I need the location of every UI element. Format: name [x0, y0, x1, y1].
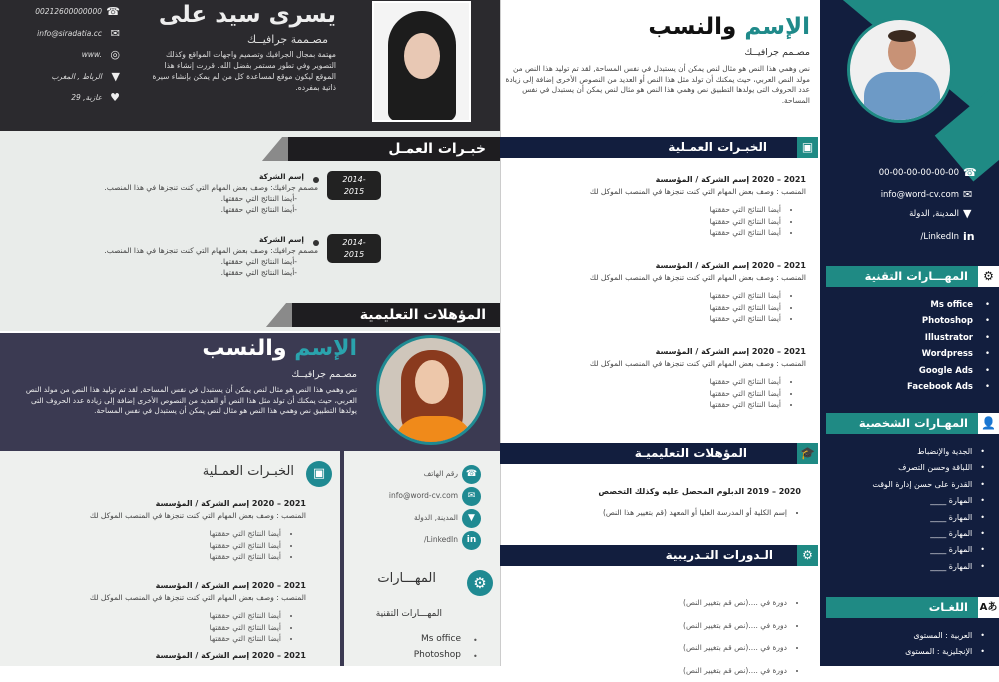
name-last: والنسب — [202, 336, 286, 361]
results-list — [710, 376, 781, 411]
bullet: • — [980, 647, 985, 656]
course-item: • دورة في ....(نص قم بتغيير النص) — [683, 615, 787, 638]
gear-icon: ⚙ — [467, 570, 493, 596]
result-item: • أيضا النتائج التي حققتها — [210, 540, 281, 552]
result-item: • أيضا النتائج التي حققتها — [710, 216, 781, 228]
job-header: 2021 – 2020 إسم الشركة / المؤسسة — [156, 499, 306, 508]
location-icon: ▼ — [112, 70, 120, 83]
email-icon: ✉ — [111, 27, 120, 40]
bullet: • — [473, 636, 478, 645]
job-title: مصـمم جرافيــك — [744, 47, 810, 58]
result-item: • أيضا النتائج التي حققتها — [710, 399, 781, 411]
location-icon: ▼ — [963, 207, 971, 220]
item-label: المهارة ____ — [930, 545, 972, 554]
list-item — [830, 513, 985, 529]
contact-text: info@word-cv.com — [881, 190, 959, 200]
date-badge: 2014- 2015 — [327, 171, 381, 200]
briefcase-icon: ▣ — [306, 461, 332, 487]
contact-text: /LinkedIn — [921, 232, 960, 242]
candidate-name — [648, 14, 810, 40]
skill-item — [880, 366, 990, 382]
candidate-name: يسرى سيد على — [159, 2, 336, 28]
graduation-cap-icon: 🎓 — [797, 443, 818, 464]
job-header: 2021 – 2020 إسم الشركة / المؤسسة — [656, 175, 806, 184]
section-header-education: المؤهلات التعليمية — [292, 303, 500, 327]
bullet: • — [985, 333, 990, 343]
skill-item — [880, 316, 990, 332]
languages-list — [830, 631, 985, 664]
bullet: • — [980, 562, 985, 571]
tech-skills-list — [880, 300, 990, 398]
section-title: اللغـات — [826, 597, 978, 618]
bullet: • — [980, 545, 985, 554]
job-result: -أيضا النتائج التي حققتها. — [221, 204, 297, 215]
item-label: الإنجليزية : المستوى — [905, 647, 972, 656]
template-a-body — [0, 131, 500, 331]
job-title: مصـمم جرافيــك — [291, 369, 357, 380]
phone-icon: ☎ — [462, 465, 481, 484]
skill-item — [880, 333, 990, 349]
list-item — [830, 447, 985, 463]
bullet: • — [985, 366, 990, 376]
edu-header: 2020 – 2019 الدبلوم المحصل عليه وكذلك التخصص — [598, 487, 801, 496]
skill-label: Ms office — [930, 300, 973, 310]
job-header: 2021 – 2020 إسم الشركة / المؤسسة — [156, 581, 306, 590]
skill-item — [880, 300, 990, 316]
contact-text: 00212600000000 — [35, 7, 102, 16]
contact-text: /LinkedIn — [424, 535, 458, 544]
contact-item — [0, 48, 120, 62]
contact-text: www. — [82, 50, 102, 59]
bullet: • — [980, 480, 985, 489]
bullet: • — [980, 447, 985, 456]
section-title: الـدورات التـدريبية — [500, 545, 797, 566]
about-text: نص وهمي هذا النص هو مثال لنص يمكن أن يستبدل في نفس المساحة, لقد تم توليد هذا النص من مولد النص العربي، حيث يمكنك أن تولد مثل هذا النص أو العديد من النصوص الأخرى إضافة إلى زيادة عدد الحروف التى يولدها التطبيق نص وهمي هذا النص هو مثال لنص يمكن أن يستبدل في نفس المساحة. — [505, 64, 810, 106]
candidate-name — [202, 336, 357, 361]
item-label: المهارة ____ — [930, 513, 972, 522]
list-item — [830, 480, 985, 496]
contact-text: المدينة, الدولة — [414, 513, 458, 522]
linkedin-icon: in — [462, 531, 481, 550]
profile-photo — [376, 335, 486, 445]
section-title: المؤهلات التعليميـة — [500, 443, 797, 464]
result-item: • أيضا النتائج التي حققتها — [710, 290, 781, 302]
skill-label: Google Ads — [919, 366, 973, 376]
bullet: • — [473, 652, 478, 661]
skill-item — [880, 382, 990, 398]
section-header-education — [500, 443, 819, 464]
item-label: المهارة ____ — [930, 562, 972, 571]
list-item — [830, 496, 985, 512]
result-item: • أيضا النتائج التي حققتها — [710, 204, 781, 216]
edu-list — [603, 507, 787, 519]
bullet: • — [980, 496, 985, 505]
contact-item — [0, 91, 120, 105]
contact-text: info@word-cv.com — [389, 491, 458, 500]
section-header-skills: المهـــارات — [377, 571, 436, 586]
skill-item — [880, 349, 990, 365]
job-result: -أيضا النتائج التي حققتها. — [221, 193, 297, 204]
section-header-work: خبـرات العمـل — [288, 137, 500, 161]
result-item: • أيضا النتائج التي حققتها — [710, 302, 781, 314]
contact-text: 00-00-00-00-00-00 — [879, 168, 959, 178]
contact-text: الرباط , المغرب — [52, 72, 103, 81]
job-title: مصـممة جرافيــك — [247, 33, 328, 46]
bullet: • — [985, 300, 990, 310]
job-desc: المنصب : وصف بعض المهام التي كنت تنجزها في المنصب الموكل لك — [90, 593, 306, 602]
skill-item: Ms office — [421, 634, 461, 644]
result-item: • أيضا النتائج التي حققتها — [210, 551, 281, 563]
section-title: المهـــارات التقنية — [826, 266, 978, 287]
section-header-personal-skills — [826, 413, 999, 434]
contact-text: info@siradatia.cc — [37, 29, 102, 38]
job-desc: المنصب : وصف بعض المهام التي كنت تنجزها في المنصب الموكل لك — [590, 359, 806, 368]
list-item — [830, 562, 985, 578]
skill-label: Photoshop — [922, 316, 973, 326]
about-text: نص وهمي هذا النص هو مثال لنص يمكن أن يستبدل في نفس المساحة, لقد تم توليد هذا النص من مولد النص العربي، حيث يمكنك أن تولد مثل هذا النص أو العديد من النصوص الأخرى إضافة إلى زيادة عدد الحروف التى يولدها التطبيق نص وهمي هذا النص هو مثال لنص يمكن أن يستبدل في نفس المساحة. — [12, 385, 357, 417]
bullet: • — [980, 513, 985, 522]
name-first: الإسم — [294, 336, 357, 361]
job-desc: مصمم جرافيك: وصف بعض المهام التي كنت تنجزها في هذا المنصب. — [104, 182, 318, 193]
bullet: • — [985, 382, 990, 392]
courses-list — [683, 592, 787, 682]
item-label: المهارة ____ — [930, 496, 972, 505]
result-item: • أيضا النتائج التي حققتها — [210, 622, 281, 634]
results-list — [710, 290, 781, 325]
result-item: • أيضا النتائج التي حققتها — [710, 227, 781, 239]
date-badge: 2014- 2015 — [327, 234, 381, 263]
result-item: • أيضا النتائج التي حققتها — [210, 528, 281, 540]
gear-icon: ⚙ — [978, 266, 999, 287]
linkedin-icon: in — [963, 230, 975, 243]
company-name: إسم الشركة — [259, 235, 304, 244]
job-desc: المنصب : وصف بعض المهام التي كنت تنجزها في المنصب الموكل لك — [590, 187, 806, 196]
profile-photo — [847, 17, 953, 123]
company-name: إسم الشركة — [259, 172, 304, 181]
skill-label: Facebook Ads — [907, 382, 973, 392]
item-label: العربية : المستوى — [913, 631, 972, 640]
contact-item — [0, 27, 120, 41]
briefcase-icon: ▣ — [797, 137, 818, 158]
item-label: اللباقة وحسن التصرف — [898, 463, 972, 472]
contact-list — [0, 5, 120, 115]
contact-text: المدينة, الدولة — [909, 209, 959, 219]
job-desc: مصمم جرافيك: وصف بعض المهام التي كنت تنجزها في هذا المنصب. — [104, 245, 318, 256]
results-list — [710, 204, 781, 239]
contact-item — [0, 70, 120, 84]
job-header: 2021 – 2020 إسم الشركة / المؤسسة — [656, 347, 806, 356]
skill-item: Photoshop — [414, 650, 461, 660]
list-item — [830, 545, 985, 561]
job-desc: المنصب : وصف بعض المهام التي كنت تنجزها في المنصب الموكل لك — [90, 511, 306, 520]
job-header: 2021 – 2020 إسم الشركة / المؤسسة — [656, 261, 806, 270]
result-item: • أيضا النتائج التي حققتها — [710, 376, 781, 388]
skill-label: Wordpress — [922, 349, 973, 359]
job-result: -أيضا النتائج التي حققتها. — [221, 256, 297, 267]
heart-icon: ♥ — [110, 91, 120, 104]
location-icon: ▼ — [462, 509, 481, 528]
section-header-work — [500, 137, 819, 158]
profile-photo — [372, 1, 471, 122]
result-item: • أيضا النتائج التي حققتها — [210, 610, 281, 622]
section-header-languages — [826, 597, 999, 618]
result-item: • أيضا النتائج التي حققتها — [210, 633, 281, 645]
bullet: • — [980, 631, 985, 640]
item-label: المهارة ____ — [930, 529, 972, 538]
phone-icon: ☎ — [106, 5, 120, 18]
edu-item: • إسم الكلية أو المدرسة العليا أو المعهد (قم بتغيير هذا النص) — [603, 507, 787, 519]
job-result: -أيضا النتائج التي حققتها. — [221, 267, 297, 278]
contact-item — [0, 5, 120, 19]
list-item — [830, 463, 985, 479]
job-desc: المنصب : وصف بعض المهام التي كنت تنجزها في المنصب الموكل لك — [590, 273, 806, 282]
gear-icon: ⚙ — [797, 545, 818, 566]
bullet: • — [985, 316, 990, 326]
skill-label: Illustrator — [925, 333, 973, 343]
user-icon: 👤 — [978, 413, 999, 434]
list-item — [830, 647, 985, 663]
job-header: 2021 – 2020 إسم الشركة / المؤسسة — [156, 651, 306, 660]
globe-icon: ◎ — [110, 48, 120, 61]
contact-text: عازبة, 29 — [71, 93, 102, 102]
email-icon: ✉ — [462, 487, 481, 506]
contact-text: رقم الهاتف — [423, 469, 458, 478]
course-item: • دورة في ....(نص قم بتغيير النص) — [683, 660, 787, 682]
name-last: والنسب — [648, 14, 736, 40]
section-header-tech-skills — [826, 266, 999, 287]
about-text: مهتمة بمجال الجرافيك وتصميم واجهات المواقع وكذلك التصوير وفي تطور مستمر بفضل الله. قررت إنشاء هذا الموقع ليكون موقع لمساعدة كل من لم يمكن بإنشاء سيرة ذاتية بمفرده. — [146, 49, 336, 93]
name-first: الإسم — [744, 14, 810, 40]
bullet: • — [985, 349, 990, 359]
result-item: • أيضا النتائج التي حققتها — [710, 388, 781, 400]
left-half — [0, 0, 500, 666]
personal-skills-list — [830, 447, 985, 578]
section-title: الخبـرات العمـلية — [500, 137, 797, 158]
section-header-courses — [500, 545, 819, 566]
list-item — [830, 529, 985, 545]
tech-skills-title: المهـــارات التقنية — [376, 609, 442, 619]
section-title: المهـارات الشخصية — [826, 413, 978, 434]
item-label: القدرة على حسن إدارة الوقت — [872, 480, 972, 489]
email-icon: ✉ — [963, 188, 972, 201]
result-item: • أيضا النتائج التي حققتها — [710, 313, 781, 325]
results-list — [210, 528, 281, 563]
bullet: • — [980, 463, 985, 472]
course-item: • دورة في ....(نص قم بتغيير النص) — [683, 637, 787, 660]
translate-icon: Aあ — [978, 597, 999, 618]
item-label: الجدية والإنضباط — [917, 447, 972, 456]
list-item — [830, 631, 985, 647]
results-list — [210, 610, 281, 645]
course-item: • دورة في ....(نص قم بتغيير النص) — [683, 592, 787, 615]
phone-icon: ☎ — [963, 166, 977, 179]
section-header-work: الخبـرات العمـلية — [203, 464, 294, 479]
bullet: • — [980, 529, 985, 538]
